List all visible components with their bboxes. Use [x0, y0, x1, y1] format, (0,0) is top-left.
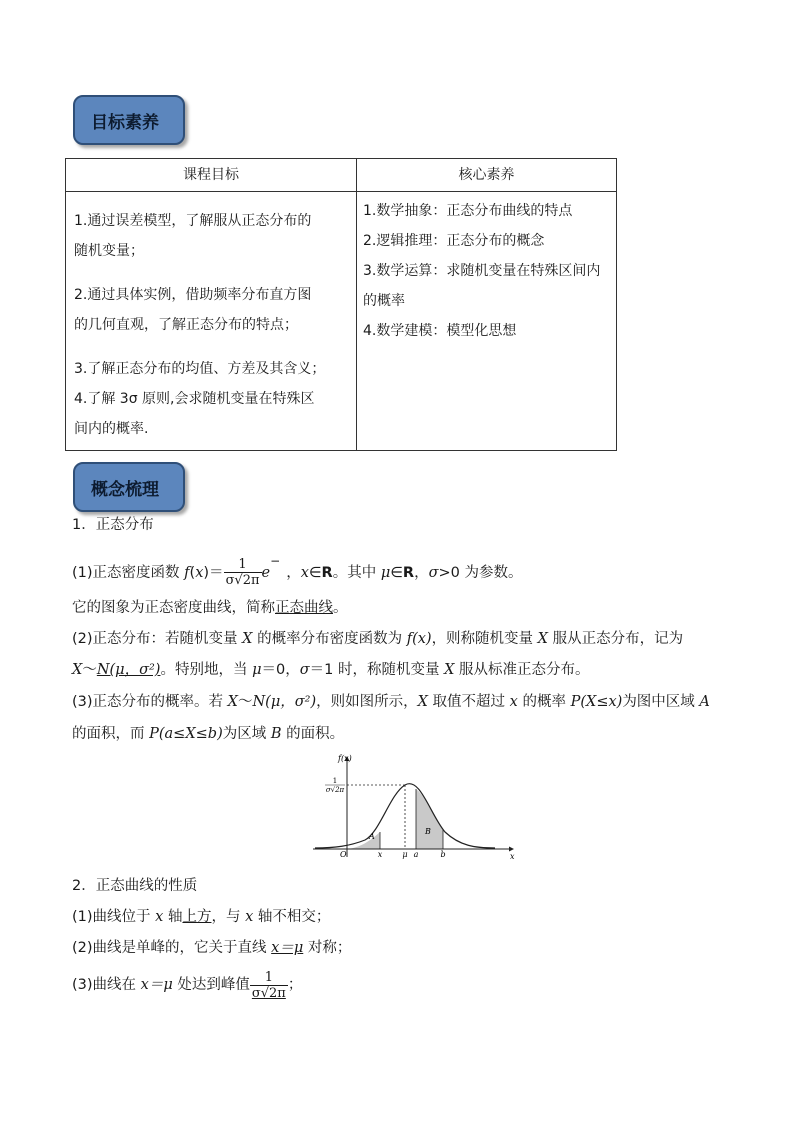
section-title-curve-properties: 2．正态曲线的性质 — [72, 878, 198, 894]
goal-line: 1.通过误差模型，了解服从正态分布的 — [74, 213, 312, 229]
x-axis-arrow — [509, 847, 514, 852]
x-tick-a: a — [413, 850, 419, 859]
section-tag-concepts-label: 概念梳理 — [91, 479, 159, 500]
table-row — [66, 192, 617, 451]
goals-table — [65, 158, 617, 451]
literacy-line: 3.数学运算：求随机变量在特殊区间内 — [363, 263, 601, 279]
literacy-line: 4.数学建模：模型化思想 — [363, 323, 517, 339]
section-tag-goals-label: 目标素养 — [91, 112, 159, 133]
origin-label: O — [340, 850, 347, 859]
table-header-course-goals: 课程目标 — [66, 159, 357, 192]
x-tick-x: x — [377, 850, 383, 859]
section-tag-concepts — [73, 462, 185, 512]
peak-value-numerator: 1 — [332, 777, 338, 785]
region-b — [416, 789, 443, 849]
goal-line: 4.了解 3σ 原则,会求随机变量在特殊区 — [74, 391, 315, 407]
table-header-row — [66, 159, 617, 192]
goal-line: 的几何直观，了解正态分布的特点； — [74, 317, 298, 333]
literacy-line: 的概率 — [363, 293, 405, 309]
normal-curve-line: 它的图象为正态密度曲线，简称正态曲线。 — [72, 600, 348, 616]
normal-distribution-def-line1: (2)正态分布：若随机变量 X 的概率分布密度函数为 f(x)，则称随机变量 X 服从正态分布，记为 — [72, 631, 684, 647]
course-goals-cell — [66, 192, 357, 451]
property-line-1: (1)曲线位于 x 轴上方，与 x 轴不相交； — [72, 909, 331, 925]
normal-distribution-def-line2: X～N(μ，σ²)。特别地，当 μ＝0，σ＝1 时，称随机变量 X 服从标准正态分布。 — [72, 662, 590, 678]
goal-line: 3.了解正态分布的均值、方差及其含义； — [74, 361, 326, 377]
x-tick-mu: μ — [402, 850, 408, 859]
property-line-2: (2)曲线是单峰的，它关于直线 x＝μ 对称； — [72, 940, 352, 956]
x-tick-b: b — [440, 850, 446, 859]
literacy-line: 1.数学抽象：正态分布曲线的特点 — [363, 203, 573, 219]
y-axis-label: f(x) — [338, 754, 352, 763]
property-line-3: (3)曲线在 x＝μ 处达到峰值 $\frac{1}{\sigma√2\pi}$ ； — [72, 969, 303, 1001]
region-a-label: A — [369, 832, 375, 841]
literacy-line: 2.逻辑推理：正态分布的概念 — [363, 233, 545, 249]
region-b-label: B — [425, 827, 431, 836]
probability-line2: 的面积，而 P(a≤X≤b)为区域 B 的面积。 — [72, 726, 345, 742]
peak-fraction: $\frac{1}{\sigma√2\pi}$ — [251, 969, 286, 1001]
table-header-core-literacy: 核心素养 — [357, 159, 617, 192]
peak-value-denominator: σ√2π — [325, 786, 345, 794]
section-tag-goals — [73, 95, 185, 145]
goal-line: 间内的概率. — [74, 421, 149, 437]
core-literacy-cell — [357, 192, 617, 451]
probability-line1: (3)正态分布的概率。若 X～N(μ，σ²)，则如图所示，X 取值不超过 x 的概率 P(X≤x)为图中区域 A — [72, 694, 710, 710]
goal-line: 2.通过具体实例，借助频率分布直方图 — [74, 287, 312, 303]
density-formula-line: (1)正态密度函数 f(x)＝ $\frac{1}{\sigma√2\pi}$ e−，x∈R。其中 μ∈R，σ>0 为参数。 — [72, 554, 523, 589]
normal-curve-figure — [305, 752, 525, 864]
section-title-normal-distribution: 1．正态分布 — [72, 517, 154, 533]
goal-line: 随机变量； — [74, 243, 144, 259]
x-axis-label: x — [510, 852, 515, 861]
density-fraction: $\frac{1}{\sigma√2\pi}$ — [225, 557, 260, 589]
